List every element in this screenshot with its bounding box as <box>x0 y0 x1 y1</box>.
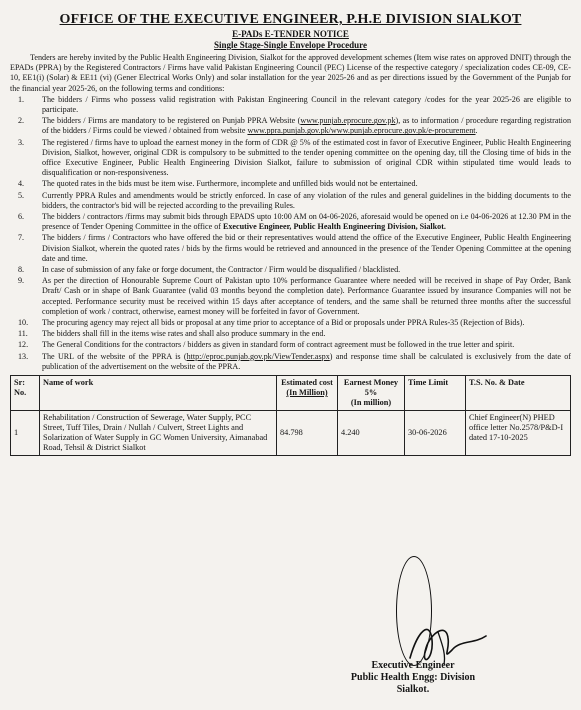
term-number: 11. <box>18 329 28 339</box>
signatory-location: Sialkot. <box>396 684 430 695</box>
term-text: The registered / firms have to upload the earnest money in the form of CDR @ 5% of the estimated cost in favor of Executive Engineer, Public Health Engineering Division, Sialkot, however, original CDR is compulsory to be submitted to the tender opening committee on the opening day, till the Closing time of bids in the office Executive Engineer, Public Health Engineering Division Sialkot, failure to submission of original CDR within stipulated time would leads to disqualification or non-responsiveness. <box>42 137 571 178</box>
col-name-of-work: Name of work <box>40 376 277 411</box>
ppra-registration-link[interactable]: www.punjab.eprocure.gov.pk <box>300 116 396 126</box>
terms-list <box>10 95 571 372</box>
term-item <box>10 191 571 211</box>
term-text: The bidders / Firms who possess valid registration with Pakistan Engineering Council in the relevant category /codes for the year 2025-26 are eligible to participate. <box>42 94 571 115</box>
term-number: 4. <box>18 179 25 189</box>
term-item <box>10 138 571 179</box>
cell-name-of-work: Rehabilitation / Construction of Sewerage, Water Supply, PCC Street, Tuff Tiles, Drain / Nullah / Culvert, Street Lights and Solarization of Water Supply in GC Women University, Aimanabad Road, Tehsil & District Sialkot <box>40 411 277 456</box>
term-text: The quoted rates in the bids must be item wise. Furthermore, incomplete and unfilled bids would not be entertained. <box>42 179 418 189</box>
term-text: Currently PPRA Rules and amendments would be strictly enforced. In case of any violation of the rules and general guidelines in the bidding documents to the bidders, the contractor's bid will be rejected according to the prevailing Rules. <box>42 190 571 210</box>
ppra-tender-url-link[interactable]: http://eproc.punjab.gov.pk/ViewTender.aspx <box>186 351 330 361</box>
cell-time-limit: 30-06-2026 <box>405 411 466 456</box>
term-item <box>10 265 571 275</box>
term-item <box>10 276 571 317</box>
term-item <box>10 340 571 350</box>
signatory-division: Public Health Engg: Division <box>350 672 476 683</box>
term-text: In case of submission of any fake or forge document, the Contractor / Firm would be disqualified / blacklisted. <box>42 265 401 275</box>
page-title: OFFICE OF THE EXECUTIVE ENGINEER, P.H.E DIVISION SIALKOT <box>59 12 522 27</box>
col-cost-unit: (In Million) <box>286 388 328 398</box>
term-text: ) and response time shall be calculated is exclusively from the date of publication of the advertisement on the website of the PPRA. <box>42 351 572 371</box>
term-number: 12. <box>18 340 29 350</box>
term-text: The bidders shall fill in the items wise rates and shall also produce summary in the end. <box>42 329 326 339</box>
term-number: 5. <box>18 190 25 200</box>
cell-sr: 1 <box>11 411 40 456</box>
term-text-bold: Executive Engineer, Public Health Engineering Division, Sialkot. <box>222 222 446 232</box>
term-text: The bidders / firms / Contractors who have offered the bid or their representatives would attend the office of the Executive Engineer, Public Health Engineering Division Sialkot, wherein the quoted rates / bids by the firms would be retrieved and announced in the presence of the Tender Opening Committee at the opening date and time. <box>42 233 571 263</box>
term-item <box>10 233 571 264</box>
procedure-subtitle: Single Stage-Single Envelope Procedure <box>214 40 367 50</box>
signatory-title: Executive Engineer <box>371 660 455 671</box>
term-text: The bidders / Firms are mandatory to be registered on Punjab PPRA Website ( <box>42 116 301 126</box>
cell-ts-no-date: Chief Engineer(N) PHED office letter No.2578/P&D-I dated 17-10-2025 <box>466 411 571 456</box>
notice-subtitle: E-PADs E-TENDER NOTICE <box>232 29 349 39</box>
col-earnest-unit: (In million) <box>350 398 392 408</box>
term-text: The procuring agency may reject all bids or proposal at any time prior to acceptance of a Bid or proposals under PPRA Rules-35 (Rejection of Bids). <box>42 318 525 328</box>
col-earnest-label: Earnest Money 5% <box>343 378 399 398</box>
term-number: 13. <box>18 351 29 361</box>
term-number: 8. <box>18 265 25 275</box>
intro-paragraph: Tenders are hereby invited by the Public Health Engineering Division, Sialkot for the approved development schemes (Item wise rates on approved DNIT) through the EPADs (PPRA) by the Registered Contractors / Firms have valid Pakistan Engineering Council (PEC) License of the respective category / specialization codes CE-09, CE-10, EE1(i) (Solar) & EE11 (vi) (Gener Electrical Works Only) and solar installation for the year 2025-26 and as per directions issued by the Government of the Punjab for the financial year 2025-26, on the following terms and conditions: <box>10 53 571 93</box>
col-ts-no-date: T.S. No. & Date <box>466 376 571 411</box>
term-text: ), as to information / procedure regarding registration of the bidders / Firms could be viewed / obtained from website <box>42 116 572 136</box>
term-number: 6. <box>18 212 25 222</box>
table-row <box>11 411 571 456</box>
term-text: . <box>475 126 478 136</box>
ppra-procurement-link[interactable]: www.ppra.punjab.gov.pk/www.punjab.eprocure.gov.pk/e-procurement <box>247 126 476 136</box>
term-item <box>10 352 571 372</box>
col-time-limit: Time Limit <box>405 376 466 411</box>
table-header-row <box>11 376 571 411</box>
term-text: The bidders / contractors /firms may submit bids through EPADS upto 10:00 AM on 04-06-2026, aforesaid would be opened on i.e 04-06-2026 at 12.30 PM in the presence of Tender Opening Committee in the office of <box>42 212 571 232</box>
term-item <box>10 212 571 232</box>
col-sr: Sr: No. <box>11 376 40 411</box>
term-number: 9. <box>18 276 25 286</box>
term-item <box>10 116 571 136</box>
term-item <box>10 95 571 115</box>
term-number: 10. <box>18 318 29 328</box>
term-text: As per the direction of Honourable Supreme Court of Pakistan upto 10% performance Guarantee where needed will be received in shape of Pay Order, Bank Draft/ Cash or in shape of Bank Guarantee (valid 03 months beyond the completion date). Performance Guarantee issued by insurance Companies will not be accepted. Performance security must be received within 15 days after acceptance of tenders, and the same shall be returned three months after the successful completion of work / contract, otherwise, earnest money will be forfeited in favor of Government. <box>42 276 571 316</box>
term-number: 7. <box>18 233 25 243</box>
term-text: The URL of the website of the PPRA is ( <box>42 351 187 361</box>
term-number: 1. <box>18 94 25 104</box>
term-number: 3. <box>18 137 25 147</box>
col-earnest-money <box>338 376 405 411</box>
works-table <box>10 375 571 456</box>
cell-earnest-money: 4.240 <box>338 411 405 456</box>
term-number: 2. <box>18 116 25 126</box>
signature-block <box>338 660 488 696</box>
col-cost-label: Estimated cost <box>281 378 333 388</box>
term-item <box>10 179 571 189</box>
term-item <box>10 318 571 328</box>
col-estimated-cost <box>277 376 338 411</box>
term-text: The General Conditions for the contractors / bidders as given in standard form of contract agreement must be followed in the true letter and spirit. <box>42 340 515 350</box>
cell-estimated-cost: 84.798 <box>277 411 338 456</box>
term-item <box>10 329 571 339</box>
